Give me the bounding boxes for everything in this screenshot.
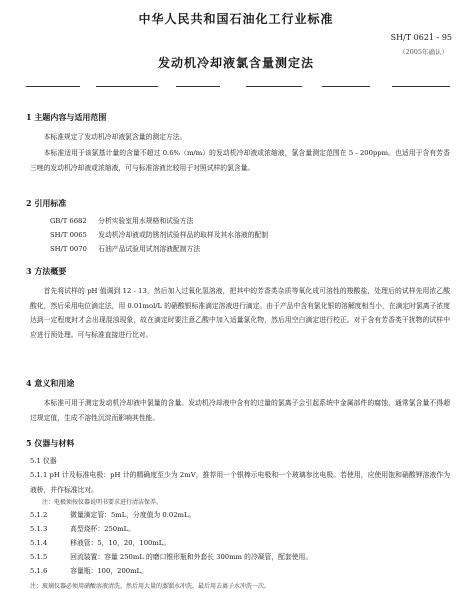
header-rule bbox=[176, 86, 220, 87]
confirmation-year: （2005年确认） bbox=[398, 48, 448, 56]
header-rule bbox=[246, 86, 302, 87]
subsection-heading-instruments: 5.1 仪器 bbox=[30, 457, 57, 465]
standard-number: SH/T 0621 - 95 bbox=[390, 33, 452, 42]
reference-code: SH/T 0070 bbox=[50, 245, 87, 253]
item-text: 回流装置：容量 250mL 的磨口锥形瓶和外套长 300mm 的冷凝管，配套使用。 bbox=[70, 553, 313, 561]
reference-title: 石油产品试验用试剂溶液配制方法 bbox=[98, 245, 201, 253]
paragraph-significance: 本标准可用于测定发动机冷却液中氯量的含量。发动机冷却液中含有的过量的氯离子会引起系统中金属部件的腐蚀，通常氯含量不得超过规定值，生成不溶性沉淀而影响其性能。 bbox=[30, 399, 450, 422]
item-text: 容量瓶：100，200mL。 bbox=[70, 567, 148, 575]
item-number: 5.1.3 bbox=[30, 525, 48, 533]
section-heading-summary: 3 方法概要 bbox=[26, 266, 67, 276]
header-rule bbox=[96, 86, 158, 87]
paragraph-scope-1: 本标准规定了发动机冷却液氯含量的测定方法。 bbox=[43, 133, 187, 141]
section-heading-references: 2 引用标准 bbox=[26, 198, 67, 208]
item-number: 5.1.4 bbox=[30, 539, 48, 547]
organization-title: 中华人民共和国石油化工行业标准 bbox=[138, 12, 334, 26]
item-text: 微量滴定管：5mL，分度值为 0.02mL。 bbox=[70, 511, 196, 519]
apparatus-item bbox=[30, 509, 195, 519]
item-text: 移液管：5，10，20，100mL。 bbox=[70, 539, 171, 547]
document-title: 发动机冷却液氯含量测定法 bbox=[157, 56, 314, 70]
section-heading-significance: 4 意义和用途 bbox=[26, 378, 75, 388]
item-number: 5.1.6 bbox=[30, 567, 48, 575]
item-number: 5.1.5 bbox=[30, 553, 48, 561]
reference-code: GB/T 6682 bbox=[50, 217, 87, 225]
header-rule bbox=[26, 86, 80, 87]
note-glassware: 注：玻璃仪器必须用硝酸溶液清洗，然后用大量的蒸馏水冲洗，最后用去离子水冲洗一次。 bbox=[30, 583, 271, 590]
paragraph-method-summary: 首先将试样的 pH 值调到 12 - 13，然后加入过氧化氢溶液，把其中的芳香类杂质等氧化成可溶性的羧酸盐，处理后的试样先用浓乙酸酸化，然后采用电位滴定法，用 0.01mol/L 的硝酸银标准滴定溶液进行滴定。由于产品中含有氯化银的溶解度相当小，在滴定时氯离子浓度达到一定程度时才会出现混浊现象，故在滴定时要注意乙酸中加入适量氯化物，然后用空白滴定进行校正。对于含有芳香类干扰物的试样中应进行预处理。可与标准直接进行比对。 bbox=[30, 287, 450, 339]
note-electrode: 注：电极须按仪器说明书要求进行清洁保养。 bbox=[42, 499, 163, 506]
item-ph-meter: 5.1.1 pH 计及标准电极：pH 计的精确度至少为 2mV，推荐用一个银棒示电极和一个玻璃参比电极。若使用，应使用饱和硝酸钾溶液作为液桥，并作标准比对。 bbox=[30, 471, 450, 494]
reference-row bbox=[50, 229, 268, 239]
item-number: 5.1.2 bbox=[30, 511, 48, 519]
reference-row bbox=[50, 215, 193, 225]
apparatus-item bbox=[30, 565, 148, 575]
reference-code: SH/T 0065 bbox=[50, 231, 87, 239]
reference-row bbox=[50, 243, 200, 253]
item-text: 高型烧杯：250mL。 bbox=[70, 525, 135, 533]
header-rule bbox=[322, 86, 370, 87]
reference-title: 分析实验室用水规格和试验方法 bbox=[98, 217, 194, 225]
apparatus-item bbox=[30, 537, 170, 547]
header-rule bbox=[392, 86, 450, 87]
apparatus-item bbox=[30, 523, 135, 533]
apparatus-item bbox=[30, 551, 312, 561]
section-heading-scope: 1 主题内容与适用范围 bbox=[26, 112, 107, 122]
paragraph-scope-2: 本标准适用于该氯基计量的含量不超过 0.6%（m/m）的发动机冷却液或浓缩液，氯含量测定范围在 5 - 200ppm。也适用于含有芳香三唑的发动机冷却液或浓缩液，可与标准溶液比较用于对照试样的氯含量。 bbox=[30, 149, 450, 172]
section-heading-apparatus: 5 仪器与材料 bbox=[26, 438, 75, 448]
reference-title: 发动机冷却液或防锈剂试验样品的取样及其水溶液的配制 bbox=[98, 231, 269, 239]
